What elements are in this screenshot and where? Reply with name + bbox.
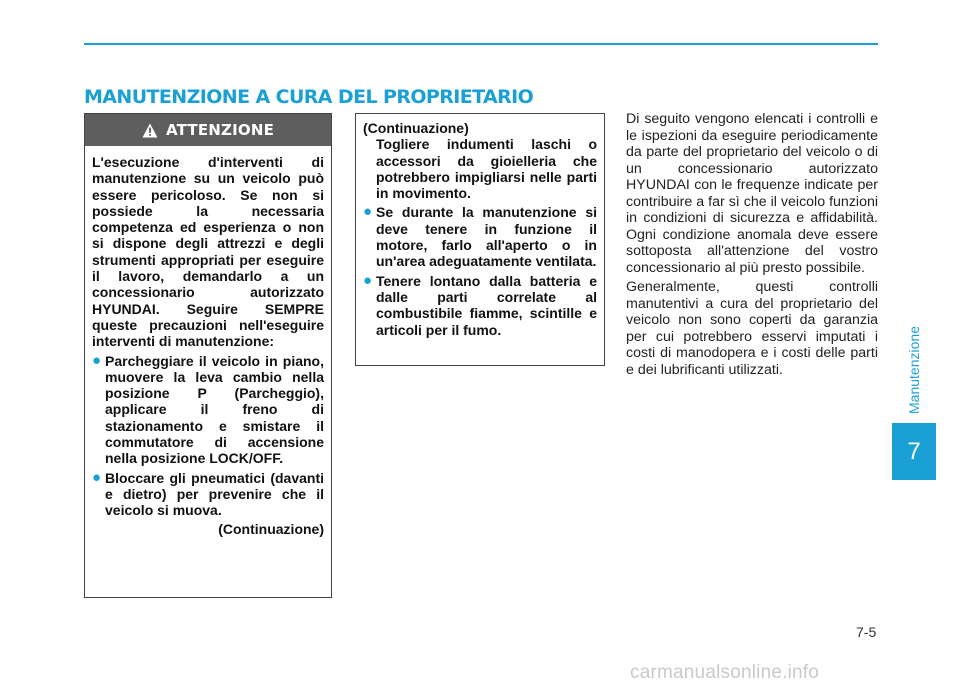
list-item <box>363 204 597 269</box>
bullet-dot-icon: ● <box>363 203 373 221</box>
top-rule <box>84 43 878 45</box>
warning-header <box>85 114 331 146</box>
bullet-text: Parcheggiare il veicolo in piano, muovere la leva cambio nella posizione P (Parcheggio), applicare il freno di stazionamento e smistare il commutatore di accensione nella posizione LOCK/OFF. <box>105 352 324 467</box>
bullet-dot-icon: ● <box>92 468 102 486</box>
list-item <box>92 353 324 467</box>
warning-triangle-icon <box>142 123 158 138</box>
continuation-header: (Continuazione) <box>363 120 469 136</box>
watermark: carmanualsonline.info <box>630 662 820 683</box>
body-paragraph: Generalmente, questi controlli manutentivi a cura del proprietario del veicolo non sono coperti da garanzia per cui potrebbero esservi imputati i costi di manodopera e i costi delle parti e dei lubrificanti utilizzati. <box>626 279 878 378</box>
continuation-box <box>355 113 605 366</box>
bullet-dot-icon: ● <box>363 271 373 289</box>
body-paragraph: Di seguito vengono elencati i controlli e le ispezioni da eseguire periodicamente da parte del proprietario del veicolo o di un concessionario autorizzato HYUNDAI con le frequenze indicate per contribuire a far sì che il veicolo funzioni in condizioni di sicurezza e affidabilità. Ogni condizione anomala deve essere sottoposta all'attenzione del vostro concessionario al più presto possibile. <box>626 111 878 276</box>
list-item <box>363 273 597 338</box>
bullet-text: Bloccare gli pneumatici (davanti e dietro) per prevenire che il veicolo si muova. <box>105 469 324 519</box>
bullet-text: Tenere lontano dalla batteria e dalle parti correlate al combustibile fiamme, scintille e articoli per il fumo. <box>376 272 597 338</box>
continuation-content <box>363 120 597 338</box>
bullet-text: Se durante la manutenzione si deve tenere in funzione il motore, farlo all'aperto o in un'area adeguatamente ventilata. <box>376 204 597 270</box>
bullet-dot-icon: ● <box>92 351 102 369</box>
list-item <box>92 470 324 519</box>
continuation-first-text: Togliere indumenti laschi o accessori da gioielleria che potrebbero impigliarsi nelle parti in movimento. <box>376 136 597 202</box>
warning-title: ATTENZIONE <box>165 121 275 139</box>
continued-note: (Continuazione) <box>218 520 324 537</box>
warning-content <box>92 154 324 537</box>
warning-intro: L'esecuzione d'interventi di manutenzione su un veicolo può essere pericoloso. Se non si possiede la necessaria competenza ed esperienza o non si dispone degli attrezzi e degli strumenti appropriati per eseguire il lavoro, demandarlo a un concessionario autorizzato HYUNDAI. Seguire SEMPRE queste precauzioni nell'eseguire interventi di manutenzione: <box>92 154 324 350</box>
side-tab-label: Manutenzione <box>906 326 922 414</box>
section-title: MANUTENZIONE A CURA DEL PROPRIETARIO <box>84 86 534 108</box>
body-text <box>626 111 878 381</box>
page-number: 7-5 <box>856 624 877 640</box>
chapter-number-tab <box>892 423 936 480</box>
chapter-number: 7 <box>907 437 921 465</box>
warning-box <box>84 113 332 598</box>
